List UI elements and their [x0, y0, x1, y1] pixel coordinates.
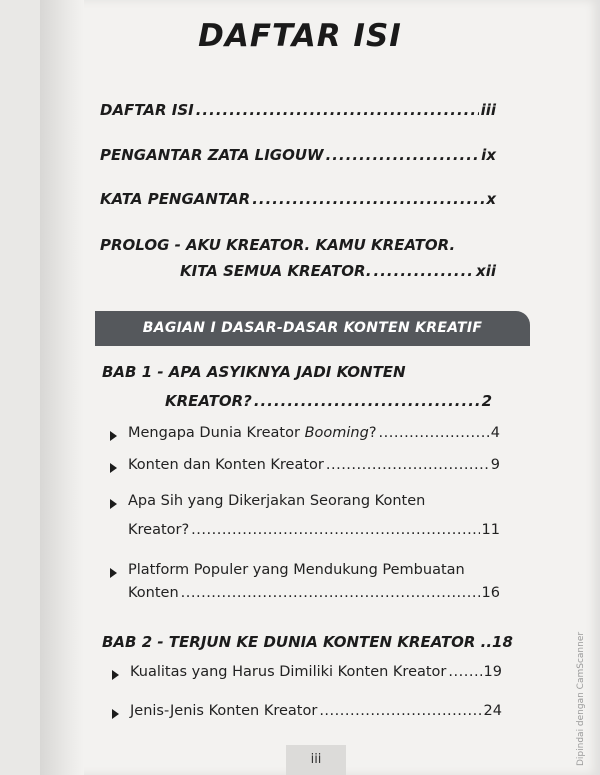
bullet-icon [112, 709, 119, 719]
toc-label: PENGANTAR ZATA LIGOUW [100, 146, 324, 164]
dot-leader [319, 703, 481, 719]
toc-subentry [130, 664, 502, 680]
toc-label: Konten dan Konten Kreator [128, 457, 324, 473]
toc-subentry-line1: Apa Sih yang Dikerjakan Seorang Konten [128, 493, 426, 509]
toc-page: 16 [481, 585, 500, 601]
toc-label: KATA PENGANTAR [100, 190, 251, 208]
dot-leader [374, 262, 475, 280]
toc-label: Konten [128, 585, 179, 601]
page-spine [40, 0, 84, 775]
dot-leader [252, 190, 484, 208]
toc-page: x [486, 190, 496, 208]
toc-label: Mengapa Dunia Kreator Booming? [128, 425, 377, 441]
bullet-icon [110, 463, 117, 473]
toc-entry-prolog [180, 262, 496, 280]
toc-entry-pengantar [100, 146, 496, 164]
toc-label: Kualitas yang Harus Dimiliki Konten Kreator [130, 664, 447, 680]
toc-entry-kata-pengantar [100, 190, 496, 208]
toc-page: 9 [490, 457, 500, 473]
dot-leader [326, 457, 489, 473]
toc-label: KITA SEMUA KREATOR. [180, 262, 372, 280]
scanner-watermark: Dipindai dengan CamScanner [576, 631, 586, 766]
toc-label: KREATOR? [165, 392, 252, 410]
page-number: iii [286, 745, 346, 775]
dot-leader [448, 664, 481, 680]
toc-subentry [128, 425, 500, 441]
dot-leader [191, 522, 479, 538]
toc-subentry [128, 522, 500, 538]
bullet-icon [110, 431, 117, 441]
toc-label: DAFTAR ISI [100, 101, 194, 119]
toc-page: 2 [481, 392, 492, 410]
dot-leader [379, 425, 489, 441]
toc-label: BAB 2 - TERJUN KE DUNIA KONTEN KREATOR .. [102, 633, 493, 651]
toc-subentry [128, 585, 500, 601]
section-banner: BAGIAN I DASAR-DASAR KONTEN KREATIF [95, 311, 530, 346]
toc-subentry [130, 703, 502, 719]
toc-prolog-line1: PROLOG - AKU KREATOR. KAMU KREATOR. [100, 236, 456, 254]
toc-page: 19 [483, 664, 502, 680]
toc-page: 11 [481, 522, 500, 538]
toc-page: 24 [483, 703, 502, 719]
toc-subentry-line1: Platform Populer yang Mendukung Pembuatan [128, 562, 465, 578]
bab1-heading-line1: BAB 1 - APA ASYIKNYA JADI KONTEN [102, 363, 406, 381]
toc-entry-bab2 [102, 633, 513, 651]
toc-entry-bab1 [165, 392, 492, 410]
toc-label: Kreator? [128, 522, 190, 538]
toc-entry-daftar-isi [100, 101, 496, 119]
dot-leader [196, 101, 479, 119]
toc-subentry [128, 457, 500, 473]
bullet-icon [110, 568, 117, 578]
toc-page: ix [481, 146, 496, 164]
bullet-icon [112, 670, 119, 680]
toc-page: iii [480, 101, 496, 119]
toc-page: xii [476, 262, 496, 280]
toc-page: 18 [492, 633, 513, 651]
dot-leader [326, 146, 480, 164]
bullet-icon [110, 499, 117, 509]
toc-label: Jenis-Jenis Konten Kreator [130, 703, 318, 719]
dot-leader [254, 392, 480, 410]
page-title: DAFTAR ISI [198, 18, 402, 54]
toc-page: 4 [490, 425, 500, 441]
dot-leader [181, 585, 480, 601]
